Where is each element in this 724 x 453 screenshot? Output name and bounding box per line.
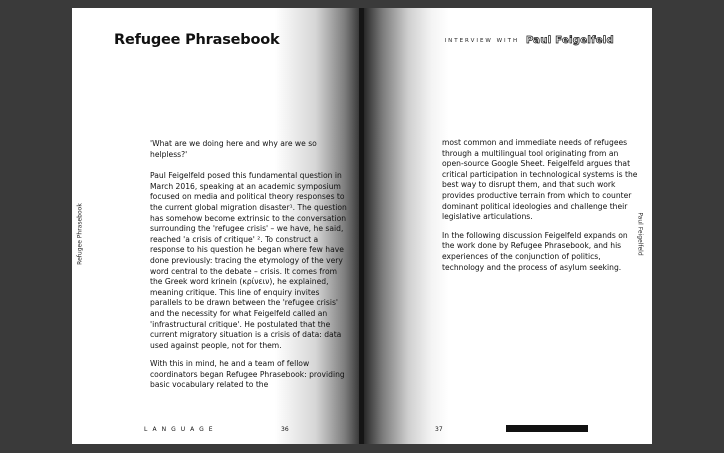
- left-page: [72, 8, 362, 444]
- right-side-label: Paul Feigelfeld: [636, 212, 644, 256]
- right-page-number: 37: [435, 426, 443, 433]
- interview-header-name: Paul Feigelfeld: [525, 35, 614, 46]
- left-paragraph-2: With this in mind, he and a team of fellow coordinators began Refugee Phrasebook: providing basic vocabulary related to the: [150, 359, 345, 390]
- left-side-label: Refugee Phrasebook: [76, 203, 84, 265]
- right-paragraph-2: In the following discussion Feigelfeld expands on the work done by Refugee Phrasebook, and his experiences of the conjunction of politics, technology and the process of asylum seeking.: [442, 230, 628, 272]
- right-page: [362, 8, 652, 444]
- left-page-number: 36: [281, 426, 289, 433]
- left-paragraph-1: Paul Feigelfeld posed this fundamental question in March 2016, speaking at an academic symposium focused on media and political theory responses to the current global migration disaster¹. The question has somehow become extrinsic to the conversation surrounding the 'refugee crisis' – we have, he said, reached 'a crisis of critique' ². To construct a response to his question he began where few have done previously: tracing the etymology of the very word central to the debate – crisis. It comes from the Greek word krinein (κρίνειν), he explained, meaning critique. This line of enquiry invites parallels to be drawn between the 'refugee crisis' and the necessity for what Feigelfeld called an 'infrastructural critique'. He postulated that the current migratory situation is a crisis of data: data used against people, not for them.: [150, 171, 347, 350]
- interview-header-prefix: INTERVIEW WITH: [444, 38, 520, 44]
- section-footer-label: LANGUAGE: [144, 426, 218, 433]
- interview-header: [444, 35, 614, 46]
- left-body-text: [150, 139, 350, 399]
- book-spine: [359, 8, 364, 444]
- opening-quote: 'What are we doing here and why are we so helpless?': [150, 139, 317, 159]
- book-title: Refugee Phrasebook: [114, 32, 280, 48]
- footer-bar: [506, 425, 588, 432]
- right-paragraph-1: most common and immediate needs of refugees through a multilingual tool originating from an open-source Google Sheet. Feigelfeld argues that critical participation in technological systems is the best way to disrupt them, and that such work provides productive terrain from which to counter dominant political ideologies and challenge their legislative articulations.: [442, 138, 638, 222]
- right-body-text: [442, 138, 642, 281]
